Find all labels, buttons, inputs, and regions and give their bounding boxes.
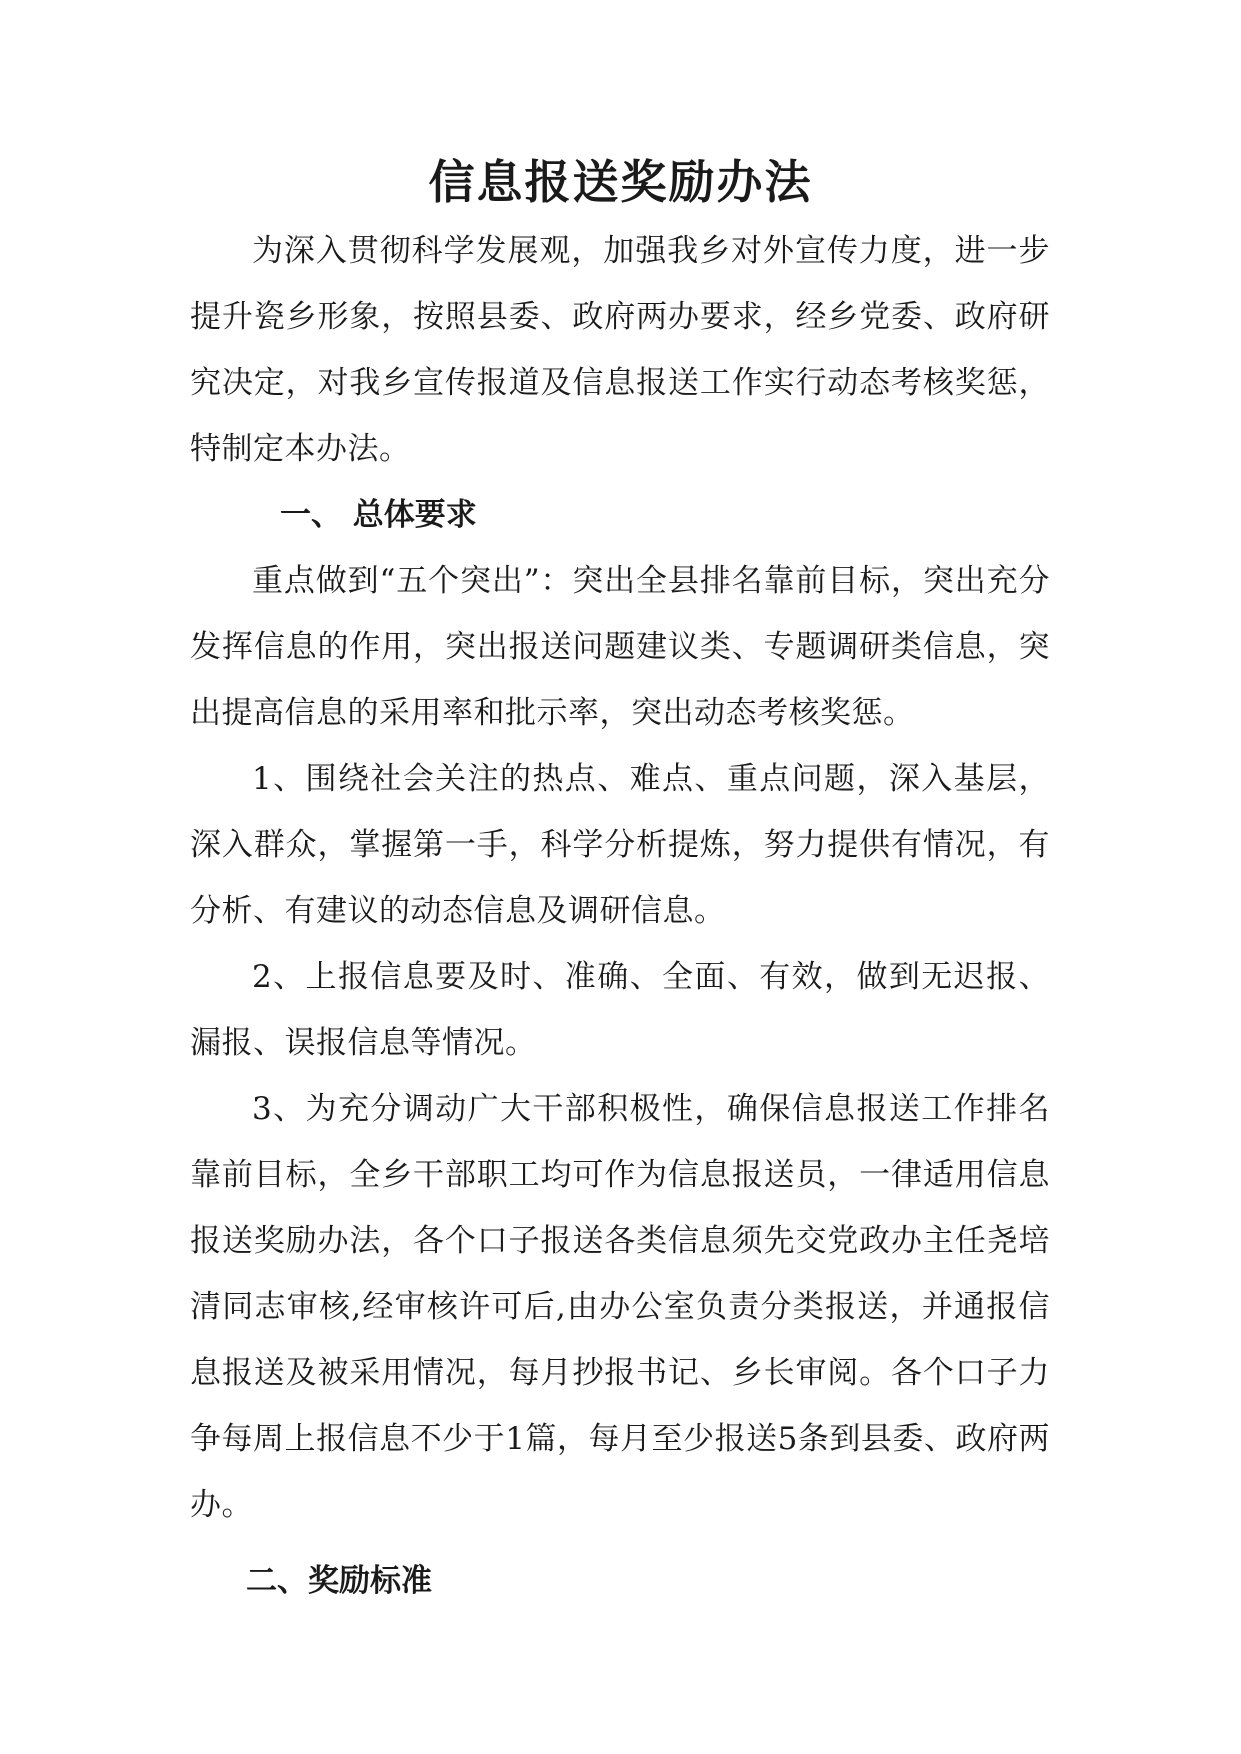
section-heading-reward-standards: 二、奖励标准 — [246, 1563, 432, 1599]
document-body — [190, 218, 1050, 1614]
requirement-item-3: 3、为充分调动广大干部积极性，确保信息报送工作排名靠前目标，全乡干部职工均可作为信息报送员，一律适用信息报送奖励办法，各个口子报送各类信息须先交党政办主任尧培清同志审核,经审核许可后,由办公室负责分类报送，并通报信息报送及被采用情况，每月抄报书记、乡长审阅。各个口子力争每周上报信息不少于1篇，每月至少报送5条到县委、政府两办。 — [190, 1091, 1050, 1523]
requirement-item-2: 2、上报信息要及时、准确、全面、有效，做到无迟报、漏报、误报信息等情况。 — [190, 959, 1050, 1061]
requirement-item-1: 1、围绕社会关注的热点、难点、重点问题，深入基层，深入群众，掌握第一手，科学分析提炼，努力提供有情况，有分析、有建议的动态信息及调研信息。 — [190, 761, 1050, 929]
section-heading-general-requirements: 一、 总体要求 — [280, 497, 477, 533]
intro-paragraph: 为深入贯彻科学发展观，加强我乡对外宣传力度，进一步提升瓷乡形象，按照县委、政府两办要求，经乡党委、政府研究决定，对我乡宣传报道及信息报送工作实行动态考核奖惩，特制定本办法。 — [190, 233, 1050, 467]
summary-paragraph: 重点做到“五个突出”：突出全县排名靠前目标，突出充分发挥信息的作用，突出报送问题建议类、专题调研类信息，突出提高信息的采用率和批示率，突出动态考核奖惩。 — [190, 563, 1050, 731]
document-title: 信息报送奖励办法 — [428, 155, 813, 209]
